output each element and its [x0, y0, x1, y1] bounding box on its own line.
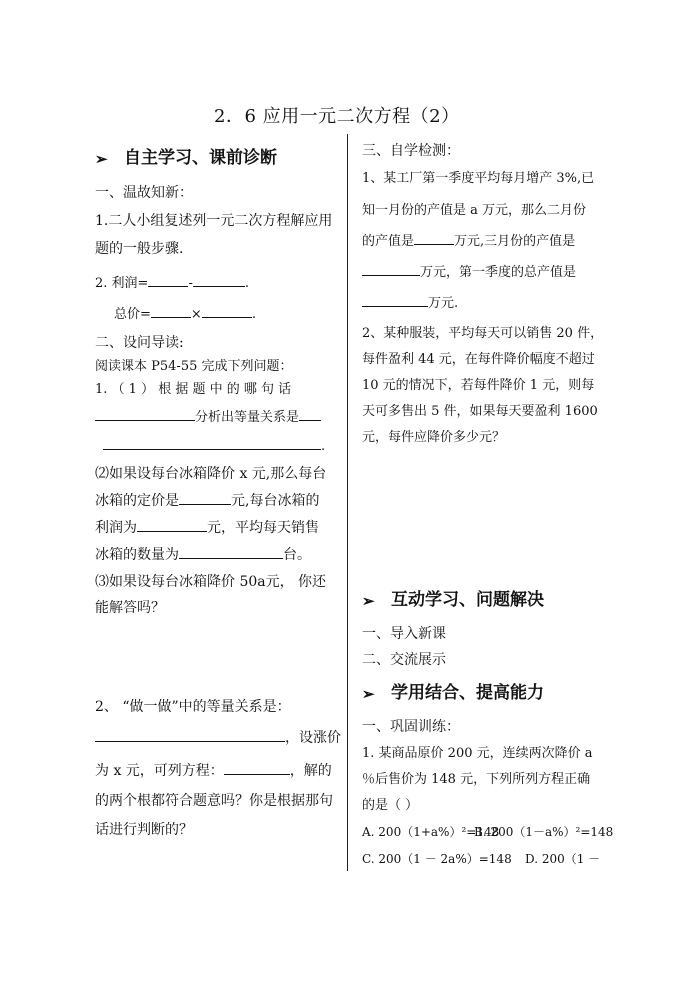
text: 万元，第一季度的总产值是 [420, 265, 577, 280]
blank [95, 740, 285, 742]
section-heading-interactive: 互动学习、问题解决 [391, 590, 544, 610]
r1-line5 [362, 297, 458, 310]
option-d: D. 200（1 － [525, 852, 601, 866]
section-heading-apply: 学用结合、提高能力 [391, 683, 544, 703]
d-line2 [95, 731, 341, 745]
page-title: 2．6 应用一元二次方程（2） [214, 106, 460, 127]
blank [299, 419, 321, 421]
arrow-bullet-icon: ➢ [362, 592, 375, 610]
blank [224, 773, 290, 775]
blank [148, 285, 188, 287]
times-sign: × [190, 307, 202, 322]
r2-line1: 2、某种服装，平均每天可以销售 20 件， [362, 326, 604, 341]
r1-line1: 1、某工厂第一季度平均每月增产 3%,已 [362, 171, 595, 186]
text: 元,每台冰箱的 [231, 493, 320, 509]
d-line1: 2、 “做一做”中的等量关系是： [95, 699, 291, 715]
p1-line1: 1. （ 1 ） 根 据 题 中 的 哪 句 话 [95, 382, 292, 397]
total-label: 总价= [114, 307, 151, 322]
text: 为 x 元，可列方程： [95, 763, 224, 779]
minus-sign: - [188, 276, 193, 291]
blank [414, 243, 454, 245]
arrow-bullet-icon: ➢ [95, 150, 108, 168]
t1-line3: 的是（ ） [362, 798, 419, 813]
d-line5: 话进行判断的？ [95, 822, 193, 838]
text: 元，平均每天销售 [207, 520, 319, 536]
text: 利润为 [95, 520, 137, 536]
p1-line3 [103, 440, 325, 453]
review-heading: 一、温故知新： [95, 185, 193, 201]
period: . [251, 307, 256, 322]
blank [95, 419, 195, 421]
blank [362, 274, 420, 276]
q1-line2: 题的一般步骤. [95, 241, 184, 257]
text: 冰箱的数量为 [95, 547, 179, 563]
p3-line1: ⑶如果设每台冰箱降价 50a元， 你还 [95, 574, 327, 590]
d-line3 [95, 764, 332, 778]
r1-line4 [362, 266, 576, 279]
p2-line3 [95, 521, 319, 535]
option-c: C. 200（1 － 2a%）=148 [362, 852, 512, 866]
text: 万元,三月份的产值是 [454, 234, 576, 249]
blank [362, 305, 428, 307]
exchange-display: 二、交流展示 [362, 652, 446, 668]
text: 万元. [428, 296, 459, 311]
text: 冰箱的定价是 [95, 493, 179, 509]
text: 台。 [283, 547, 311, 563]
intro-new-lesson: 一、导入新课 [362, 626, 446, 642]
blank [179, 557, 283, 559]
r2-line5: 元，每件应降价多少元？ [362, 430, 506, 445]
text: ，设涨价 [285, 730, 341, 746]
option-b: B. 200（1－a%）²=148 [474, 825, 614, 839]
blank [179, 503, 231, 505]
d-line4: 的两个根都符合题意吗？你是根据那句 [95, 793, 333, 809]
total-price-formula [114, 308, 256, 321]
r1-line3 [362, 235, 575, 248]
profit-formula [95, 277, 249, 290]
guide-heading: 二、设问导读: [95, 335, 184, 351]
blank [193, 285, 245, 287]
text: ，解的 [289, 763, 332, 779]
r2-line4: 天可多售出 5 件，如果每天要盈利 1600 [362, 404, 598, 419]
r2-line2: 每件盈利 44 元，在每件降价幅度不超过 [362, 352, 595, 367]
text: 的产值是 [362, 234, 415, 249]
blank [202, 316, 252, 318]
t1-line2: ％后售价为 148 元，下列所列方程正确 [362, 772, 591, 787]
period: . [321, 439, 326, 454]
r1-line2: 知一月份的产值是 a 万元，那么二月份 [362, 203, 587, 218]
section-heading-self-study: 自主学习、课前诊断 [124, 148, 277, 168]
train-heading: 一、巩固训练： [362, 719, 460, 735]
r2-line3: 10 元的情况下，若每件降价 1 元，则每 [362, 378, 595, 393]
p2-line4 [95, 548, 311, 562]
q1-line1: 1.二人小组复述列一元二次方程解应用 [95, 213, 333, 229]
arrow-bullet-icon: ➢ [362, 685, 375, 703]
p3-line2: 能解答吗？ [95, 600, 165, 616]
p1-line2 [95, 411, 321, 424]
blank [151, 316, 191, 318]
p1-mid-text: 分析出等量关系是 [195, 410, 300, 425]
option-a: A. 200（1+a%）²=148 [362, 825, 500, 839]
column-divider [347, 134, 348, 871]
blank [103, 448, 321, 450]
profit-label: 2. 利润= [95, 276, 149, 291]
period: . [244, 276, 249, 291]
blank [137, 530, 207, 532]
p2-line2 [95, 494, 319, 508]
p2-line1: ⑵如果设每台冰箱降价 x 元,那么每台 [95, 466, 327, 482]
read-task: 阅读课本 P54-55 完成下列问题： [95, 359, 293, 374]
check-heading: 三、自学检测： [362, 143, 460, 159]
t1-line1: 1. 某商品原价 200 元，连续两次降价 a [362, 746, 593, 761]
